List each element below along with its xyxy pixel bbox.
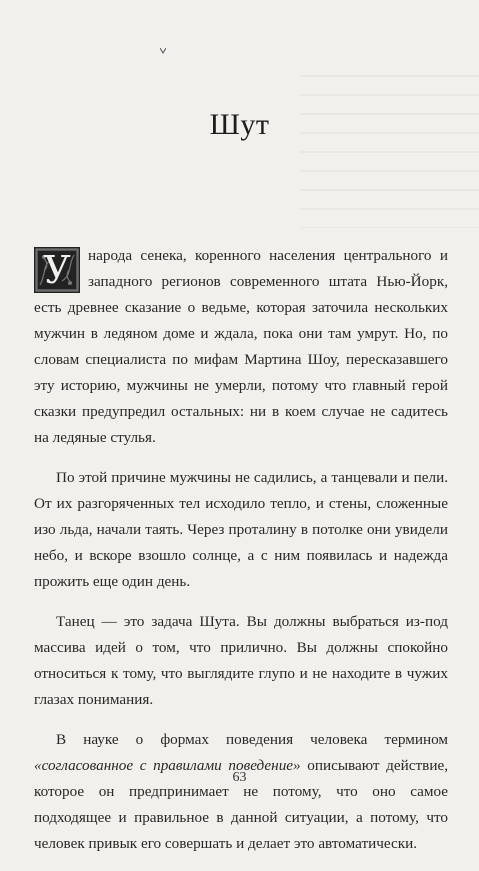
paragraph-4-before: В науке о формах поведения человека термином [56,731,448,748]
drop-cap-letter: У [43,248,71,292]
paragraph-4-italic: «согласованное с правилами поведение» [34,757,301,774]
paragraph-1 [34,243,448,451]
bleed-through-texture [300,58,479,228]
chapter-title: Шут [209,108,270,141]
paragraph-4-after: описывают действие, которое он предпринимает не потому, что оно самое подходящее и правильное в данной ситуации, а потому, что человек привык его совершать и делает это автоматически. [34,757,448,852]
printer-mark-icon [160,48,166,54]
page-number: 63 [232,770,247,785]
paragraph-2: По этой причине мужчины не садились, а танцевали и пели. От их разгоряченных тел исходило тепло, и стены, сложенные изо льда, начали таять. Через проталину в потолке они увидели небо, и вскоре взошло солнце, а с ним появилась и надежда прожить еще один день. [34,469,448,590]
drop-cap [34,247,80,293]
paragraph-4 [34,727,448,857]
paragraph-1-text: народа сенека, коренного населения центрального и западного регионов современного штата Нью-Йорк, есть древнее сказание о ведьме, которая заточила нескольких мужчин в ледяном доме и ждала, пока они там умрут. Но, по словам специалиста по мифам Мартина Шоу, пересказавшего эту историю, мужчины не умерли, потому что главный герой сказки предупредил остальных: ни в коем случае не садитесь на ледяные стулья. [34,247,448,446]
paragraph-3: Танец — это задача Шута. Вы должны выбраться из-под массива идей о том, что прилично. Вы должны спокойно относиться к тому, что выглядите глупо и не находите в чужих глазах понимания. [34,613,448,708]
